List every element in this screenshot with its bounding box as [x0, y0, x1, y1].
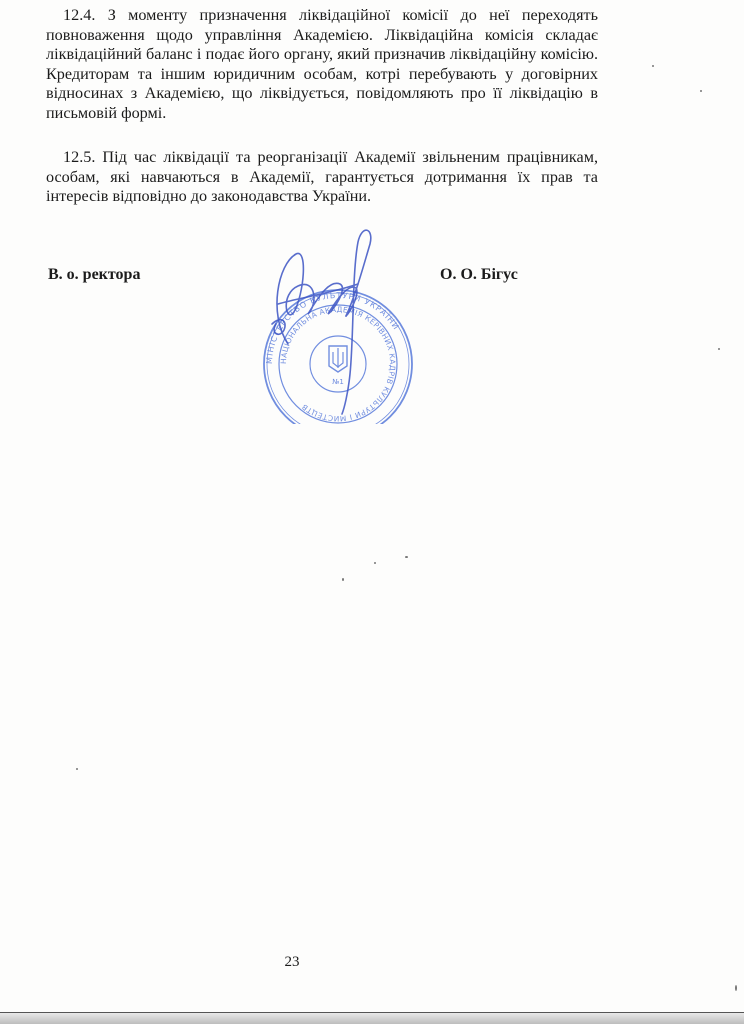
scan-speck	[374, 562, 376, 564]
paragraph-12-4: 12.4. З моменту призначення ліквідаційної комісії до неї переходять повноваження щодо управління Академією. Ліквідаційна комісія складає ліквідаційний баланс і подає його органу, який призначив ліквідаційну комісію. Кредиторам та іншим юридичним особам, котрі перебувають у договірних відносинах з Академією, що ліквідується, повідомляють про її ліквідацію в письмовій формі.	[46, 6, 598, 122]
official-stamp	[258, 224, 418, 424]
signatory-position: В. о. ректора	[48, 266, 141, 283]
scan-speck	[652, 65, 654, 67]
scan-speck	[735, 985, 737, 991]
scan-speck	[700, 90, 702, 92]
stamp-inner-text: НАЦІОНАЛЬНА АКАДЕМІЯ КЕРІВНИХ КАДРІВ КУЛЬТУРИ І МИСТЕЦТВ	[278, 304, 398, 424]
signatory-name: О. О. Бігус	[440, 266, 518, 283]
trident-emblem-icon	[329, 346, 347, 372]
scan-speck	[718, 348, 720, 350]
paragraph-12-5: 12.5. Під час ліквідації та реорганізації Академії звільненим працівникам, особам, які навчаються в Академії, гарантується дотримання їх прав та інтересів відповідно до законодавства України.	[46, 148, 598, 206]
scan-speck	[342, 578, 344, 581]
stamp-center-number: №1	[332, 378, 344, 386]
stamp-outer-text: МІНІСТЕРСТВО КУЛЬТУРИ УКРАЇНИ	[264, 290, 401, 365]
scan-speck	[405, 556, 408, 558]
scan-speck	[76, 768, 78, 770]
stamp-and-signature-graphic	[258, 224, 418, 424]
scan-bottom-edge	[0, 1013, 744, 1024]
page-number: 23	[284, 954, 300, 970]
